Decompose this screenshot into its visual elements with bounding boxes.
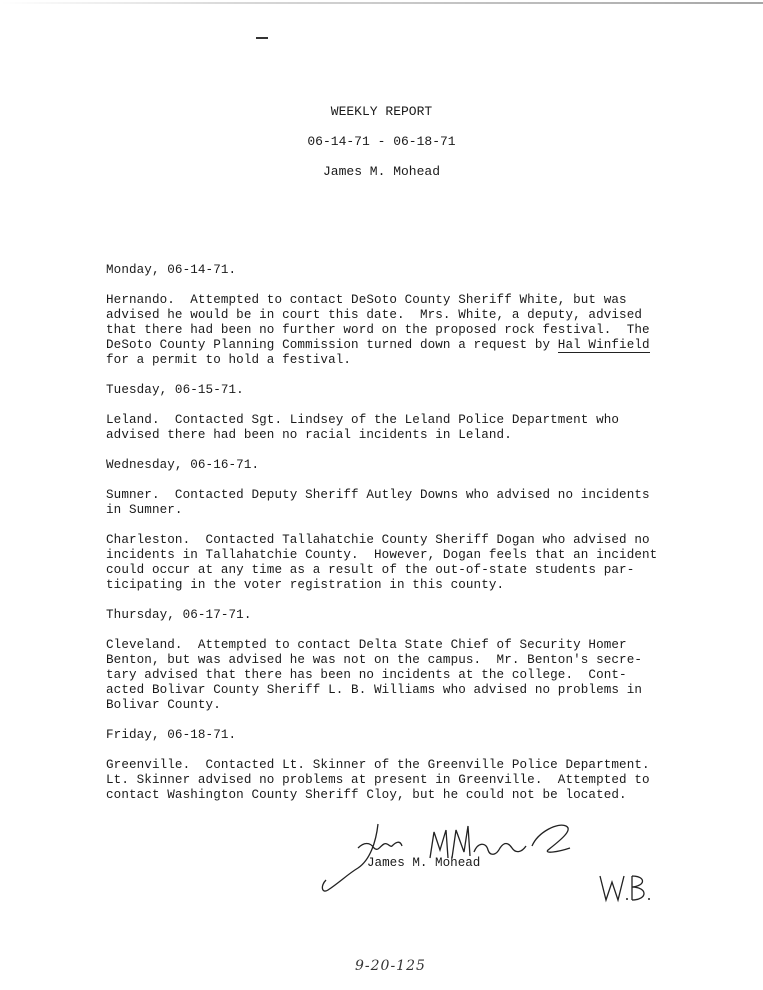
file-number: 9-20-125: [355, 958, 426, 974]
text-line: for a permit to hold a festival.: [106, 353, 352, 367]
text-line: Lt. Skinner advised no problems at present in Greenville. Attempted to: [106, 773, 650, 787]
entry-paragraph: [106, 413, 666, 443]
entry-paragraph: [106, 533, 666, 593]
underlined-name: Hal Winfield: [557, 338, 650, 352]
text-line: tary advised that there has been no incidents at the college. Cont-: [106, 668, 627, 682]
entry-date: Wednesday, 06-16-71.: [106, 458, 260, 472]
text-line: Sumner. Contacted Deputy Sheriff Autley Downs who advised no incidents: [106, 488, 650, 502]
text-line: ticipating in the voter registration in this county.: [106, 578, 505, 592]
text-line: Benton, but was advised he was not on the campus. Mr. Benton's secre-: [106, 653, 643, 667]
entry-paragraph: [106, 758, 666, 803]
text-line: contact Washington County Sheriff Cloy, but he could not be located.: [106, 788, 627, 802]
text-line: Hernando. Attempted to contact DeSoto County Sheriff White, but was: [106, 293, 627, 307]
text-line: advised there had been no racial incidents in Leland.: [106, 428, 512, 442]
text-segment: DeSoto County Planning Commission turned down a request by: [106, 338, 558, 352]
handwritten-initials: [596, 870, 656, 906]
entry-paragraph: [106, 488, 666, 518]
report-author: James M. Mohead: [322, 164, 441, 179]
text-line: that there had been no further word on the proposed rock festival. The: [106, 323, 650, 337]
report-date-range: 06-14-71 - 06-18-71: [307, 134, 456, 149]
entry-date: Monday, 06-14-71.: [106, 263, 237, 277]
typed-signature-name: James M. Mohead: [367, 856, 481, 870]
text-line: acted Bolivar County Sheriff L. B. Williams who advised no problems in: [106, 683, 643, 697]
text-line: Bolivar County.: [106, 698, 221, 712]
text-line: Leland. Contacted Sgt. Lindsey of the Leland Police Department who: [106, 413, 620, 427]
text-line: in Sumner.: [106, 503, 183, 517]
report-body: [106, 263, 666, 818]
text-line: incidents in Tallahatchie County. However, Dogan feels that an incident: [106, 548, 658, 562]
text-line: advised he would be in court this date. Mrs. White, a deputy, advised: [106, 308, 643, 322]
text-line: Charleston. Contacted Tallahatchie County Sheriff Dogan who advised no: [106, 533, 650, 547]
entry-date: Tuesday, 06-15-71.: [106, 383, 244, 397]
handwritten-signature: [318, 812, 580, 894]
entry-date: Friday, 06-18-71.: [106, 728, 237, 742]
text-line: [106, 338, 666, 353]
text-line: could occur at any time as a result of the out-of-state students par-: [106, 563, 635, 577]
report-title: WEEKLY REPORT: [330, 104, 433, 119]
text-line: Cleveland. Attempted to contact Delta State Chief of Security Homer: [106, 638, 627, 652]
entry-paragraph: [106, 293, 666, 368]
text-line: Greenville. Contacted Lt. Skinner of the Greenville Police Department.: [106, 758, 650, 772]
scan-edge-line: [0, 2, 763, 4]
entry-date: Thursday, 06-17-71.: [106, 608, 252, 622]
scan-mark: [256, 37, 268, 39]
entry-paragraph: [106, 638, 666, 713]
